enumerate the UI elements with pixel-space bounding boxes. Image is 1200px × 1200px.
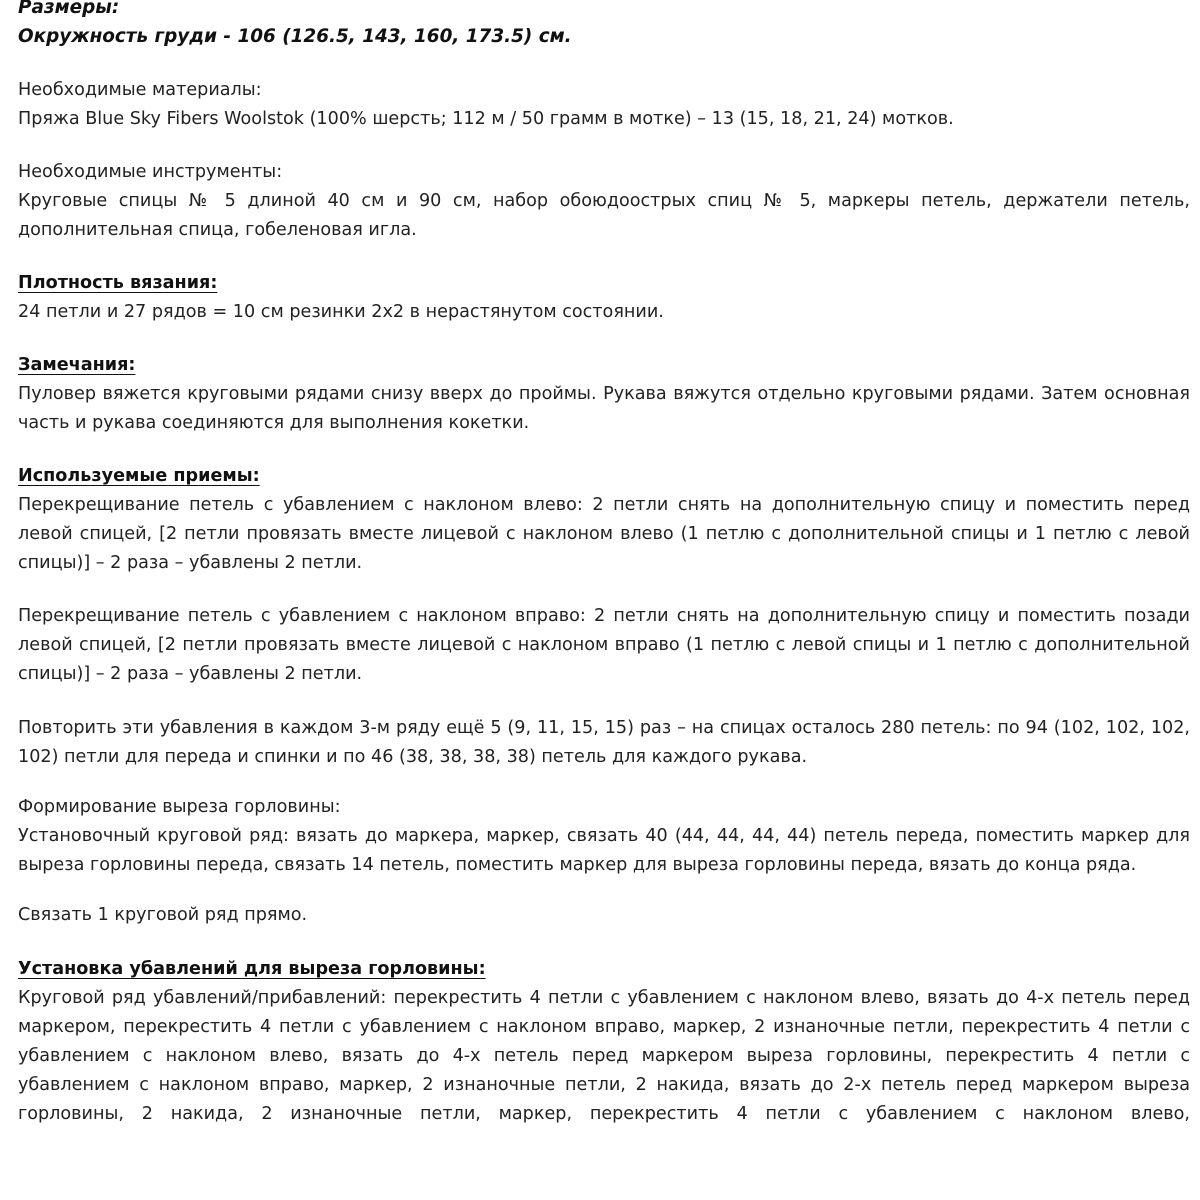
sizes-label: Размеры: (18, 0, 120, 18)
document-page (18, 0, 1190, 1129)
neckline-straight-text: Связать 1 круговой ряд прямо. (18, 905, 308, 925)
tools-text: Круговые спицы № 5 длиной 40 см и 90 см, набор обоюдоострых спиц № 5, маркеры петель, держатели петель, дополнительная спица, гобеленовая игла. (18, 191, 1190, 240)
neckline-section (18, 793, 1190, 930)
notes-text: Пуловер вяжется круговыми рядами снизу вверх до проймы. Рукава вяжутся отдельно круговыми рядами. Затем основная часть и рукава соединяются для выполнения кокетки. (18, 384, 1190, 433)
neckline-setup-text: Установочный круговой ряд: вязать до маркера, маркер, связать 40 (44, 44, 44, 44) петель переда, поместить маркер для выреза горловины переда, связать 14 петель, поместить маркер для выреза горловины переда, вязать до конца ряда. (18, 826, 1190, 875)
gauge-section (18, 269, 1190, 327)
right-cross-text: Перекрещивание петель с убавлением с наклоном вправо: 2 петли снять на дополнительную спицу и поместить позади левой спицей, [2 петли провязать вместе лицевой с наклоном вправо (1 петлю с левой спицы и 1 петлю с дополнительной спицы)] – 2 раза – убавлены 2 петли. (18, 606, 1190, 684)
neckline-title: Формирование выреза горловины: (18, 797, 341, 817)
tools-section (18, 158, 1190, 245)
neck-decreases-heading: Установка убавлений для выреза горловины: (18, 959, 486, 979)
repeat-text: Повторить эти убавления в каждом 3-м ряду ещё 5 (9, 11, 15, 15) раз – на спицах осталось 280 петель: по 94 (102, 102, 102, 102) петли для переда и спинки и по 46 (38, 38, 38, 38) петель для каждого рукава. (18, 718, 1190, 767)
notes-heading: Замечания: (18, 355, 136, 375)
neck-decreases-section (18, 955, 1190, 1129)
gauge-heading: Плотность вязания: (18, 273, 218, 293)
materials-text: Пряжа Blue Sky Fibers Woolstok (100% шерсть; 112 м / 50 грамм в мотке) – 13 (15, 18, 21, 24) мотков. (18, 109, 954, 129)
left-cross-text: Перекрещивание петель с убавлением с наклоном влево: 2 петли снять на дополнительную спицу и поместить перед левой спицей, [2 петли провязать вместе лицевой с наклоном влево (1 петлю с дополнительной спицы и 1 петлю с левой спицы)] – 2 раза – убавлены 2 петли. (18, 495, 1190, 573)
neck-decreases-text: Круговой ряд убавлений/прибавлений: перекрестить 4 петли с убавлением с наклоном влево, вязать до 4-х петель перед маркером, перекрестить 4 петли с убавлением с наклоном вправо, маркер, 2 изнаночные петли, перекрестить 4 петли с убавлением с наклоном влево, вязать до 4-х петель перед маркером выреза горловины, перекрестить 4 петли с убавлением с наклоном вправо, маркер, 2 изнаночные петли, 2 накида, вязать до 2-х петель перед маркером выреза горловины, 2 накида, 2 изнаночные петли, маркер, перекрестить 4 петли с убавлением с наклоном влево, (18, 988, 1190, 1124)
sizes-section (18, 0, 1190, 51)
tools-title: Необходимые инструменты: (18, 162, 283, 182)
materials-section (18, 76, 1190, 134)
chest-size: Окружность груди - 106 (126.5, 143, 160, 173.5) см. (18, 26, 572, 47)
materials-title: Необходимые материалы: (18, 80, 262, 100)
techniques-section (18, 462, 1190, 689)
notes-section (18, 351, 1190, 438)
techniques-heading: Используемые приемы: (18, 466, 260, 486)
gauge-text: 24 петли и 27 рядов = 10 см резинки 2х2 в нерастянутом состоянии. (18, 302, 664, 322)
